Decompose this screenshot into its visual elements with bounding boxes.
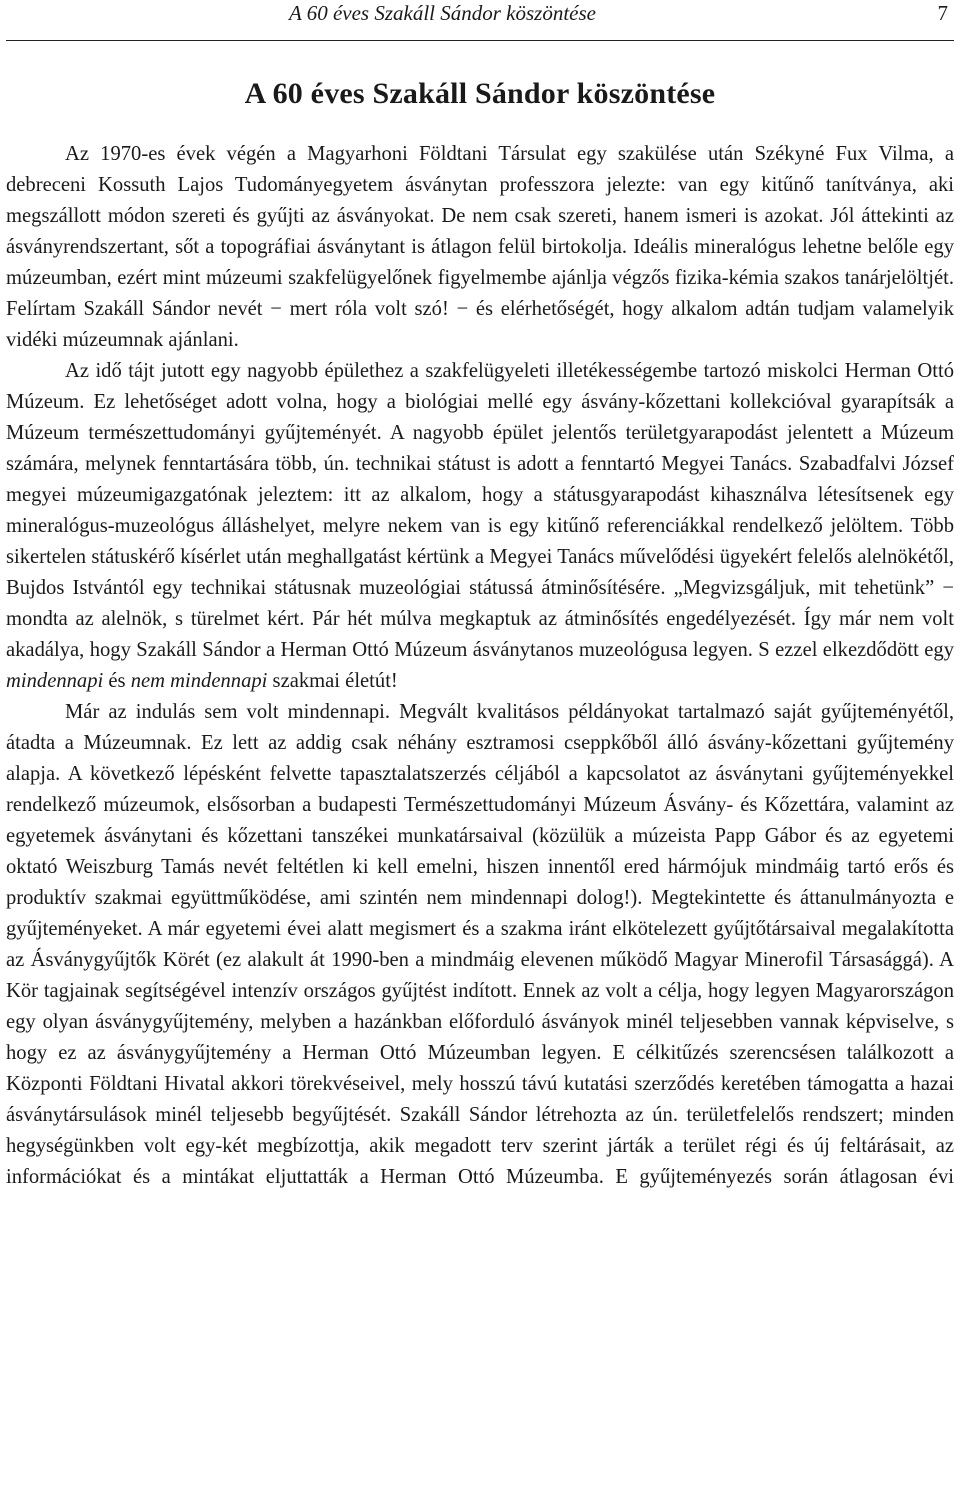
article-title: A 60 éves Szakáll Sándor köszöntése [244, 77, 716, 110]
paragraph-2-connector: és [103, 670, 131, 692]
article-body [6, 139, 954, 1193]
italic-nem-mindennapi: nem mindennapi [130, 670, 268, 692]
running-header [6, 0, 954, 41]
paragraph-2-ending: szakmai életút! [267, 670, 398, 692]
page-number: 7 [937, 1, 948, 25]
italic-mindennapi: mindennapi [6, 670, 104, 692]
paragraph-2-text: Az idő tájt jutott egy nagyobb épülethez a szakfelügyeleti illetékességembe tartozó miskolci Herman Ottó Múzeum. Ez lehetőséget adott volna, hogy a biológiai mellé egy ásvány-kőzettani kollekcióval gyarapítsák a Múzeum természettudományi gyűjteményét. A nagyobb épület jelentős területgyarapodást jelentett a Múzeum számára, melynek fenntartására több, ún. technikai státust is adott a fenntartó Megyei Tanács. Szabadfalvi József megyei múzeumigazgatónak jeleztem: itt az alkalom, hogy a státusgyarapodást kihasználva létesítsenek egy mineralógus-muzeológus álláshelyet, melyre nekem van is egy kitűnő referenciákkal rendelkező jelöltem. Több sikertelen státuskérő kísérlet után meghallgatást kértünk a Megyei Tanács művelődési ügyekért felelős alelnökétől, Bujdos Istvántól egy technikai státusnak muzeológiai státussá átminősítésére. „Megvizsgáljuk, mit tehetünk” − mondta az alelnök, s türelmet kért. Pár hét múlva megkaptuk az átminősítés engedélyezését. Így már nem volt akadálya, hogy Szakáll Sándor a Herman Ottó Múzeum ásványtanos muzeológusa legyen. S ezzel elkezdődött egy [6, 360, 954, 661]
running-title: A 60 éves Szakáll Sándor köszöntése [289, 1, 596, 25]
paragraph-1: Az 1970-es évek végén a Magyarhoni Földtani Társulat egy szakülése után Székyné Fux Vilma, a debreceni Kossuth Lajos Tudományegyetem ásványtan professzora jelezte: van egy kitűnő tanítványa, aki megszállott módon szereti és gyűjti az ásványokat. De nem csak szereti, hanem ismeri is azokat. Jól áttekinti az ásványrendszertant, sőt a topográfiai ásványtant is átlagon felül birtokolja. Ideális mineralógus lehetne belőle egy múzeumban, ezért mint múzeumi szakfelügyelőnek figyelmembe ajánlja végzős fizika-kémia szakos tanárjelöltjét. Felírtam Szakáll Sándor nevét − mert róla volt szó! − és elérhetőségét, hogy alkalom adtán tudjam valamelyik vidéki múzeumnak ajánlani. [6, 143, 954, 351]
paragraph-2 [6, 356, 954, 697]
paragraph-3: Már az indulás sem volt mindennapi. Megvált kvalitásos példányokat tartalmazó saját gyűjteményétől, átadta a Múzeumnak. Ez lett az addig csak néhány esztramosi cseppkőből álló ásvány-kőzettani gyűjtemény alapja. A következő lépésként felvette tapasztalatszerzés céljából a kapcsolatot az ásványtani gyűjteményekkel rendelkező múzeumok, elsősorban a budapesti Természettudományi Múzeum Ásvány- és Kőzettára, valamint az egyetemek ásványtani és kőzettani tanszékei munkatársaival (közülük a múzeista Papp Gábor és az egyetemi oktató Weiszburg Tamás nevét feltétlen ki kell emelni, hiszen innentől ered hármójuk mindmáig tartó erős és produktív szakmai együttműködése, ami szintén nem mindennapi dolog!). Megtekintette és áttanulmányozta e gyűjteményeket. A már egyetemi évei alatt megismert és a szakma iránt elkötelezett gyűjtőtársaival megalakította az Ásványgyűjtők Körét (ez alakult át 1990-ben a mindmáig elevenen működő Magyar Minerofil Társasággá). A Kör tagjainak segítségével intenzív országos gyűjtést indított. Ennek az volt a célja, hogy legyen Magyarországon egy olyan ásványgyűjtemény, melyben a hazánkban előforduló ásványok minél teljesebben vannak képviselve, s hogy ez az ásványgyűjtemény a Herman Ottó Múzeumban legyen. E célkitűzés szerencsésen találkozott a Központi Földtani Hivatal akkori törekvéseivel, mely hosszú távú kutatási szerződés keretében támogatta a hazai ásványtársulások minél teljesebb begyűjtését. Szakáll Sándor létrehozta az ún. területfelelős rendszert; minden hegységünkben volt egy-két megbízottja, akik megadott terv szerint járták a terület régi és új feltárásait, az információkat és a mintákat eljuttatták a Herman Ottó Múzeumba. E gyűjteményezés során átlagosan évi [6, 701, 954, 1188]
